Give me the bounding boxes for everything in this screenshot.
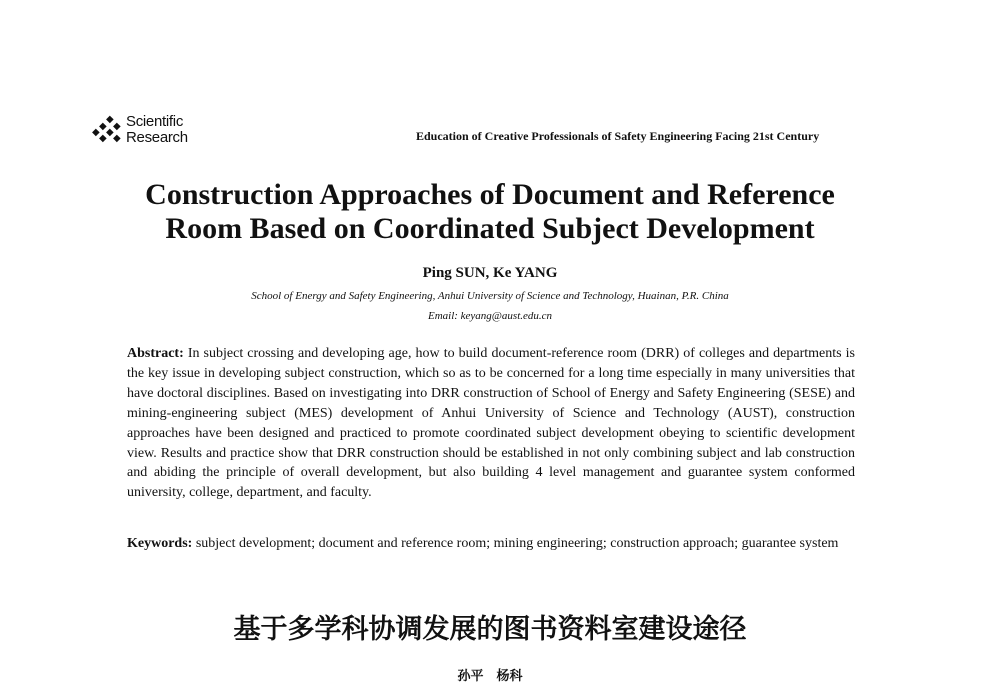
- journal-title: Education of Creative Professionals of Safety Engineering Facing 21st Century: [416, 129, 820, 143]
- publisher-logo: [92, 114, 188, 146]
- abstract: [127, 344, 855, 503]
- chinese-authors: 孙平 杨科: [457, 669, 523, 684]
- paper-title: Construction Approaches of Document and Reference Room Based on Coordinated Subject Development: [145, 178, 835, 245]
- publisher-name: Scientific Research: [126, 113, 188, 146]
- chinese-title: 基于多学科协调发展的图书资料室建设途径: [233, 614, 747, 645]
- affiliation: School of Energy and Safety Engineering, Anhui University of Science and Technology, Huainan, P.R. China: [251, 290, 729, 302]
- keywords-text: subject development; document and reference room; mining engineering; construction approach; guarantee system: [195, 536, 839, 551]
- keywords-label: Keywords:: [127, 536, 193, 551]
- publisher-logo-icon: ◆ ◆ ◆ ◆ ◆ ◆ ◆: [92, 114, 121, 144]
- abstract-text: In subject crossing and developing age, how to build document-reference room (DRR) of colleges and departments is the key issue in developing subject construction, which so as to be concerned for a long time especially in many universities that have doctoral disciplines. Based on investigating into DRR construction of School of Energy and Safety Engineering (SESE) and mining-engineering subject (MES) development of Anhui University of Science and Technology (AUST), construction approaches have been designed and practiced to promote coordinated subject development obeying to scientific development view. Results and practice show that DRR construction should be established in not only combining subject and lab construction and abiding the principle of overall development, but also building 4 level management and guarantee system conformed university, college, department, and faculty.: [127, 346, 855, 501]
- abstract-label: Abstract:: [127, 346, 184, 361]
- keywords: [127, 534, 855, 554]
- author-email: Email: keyang@aust.edu.cn: [427, 310, 553, 322]
- authors: Ping SUN, Ke YANG: [422, 265, 558, 281]
